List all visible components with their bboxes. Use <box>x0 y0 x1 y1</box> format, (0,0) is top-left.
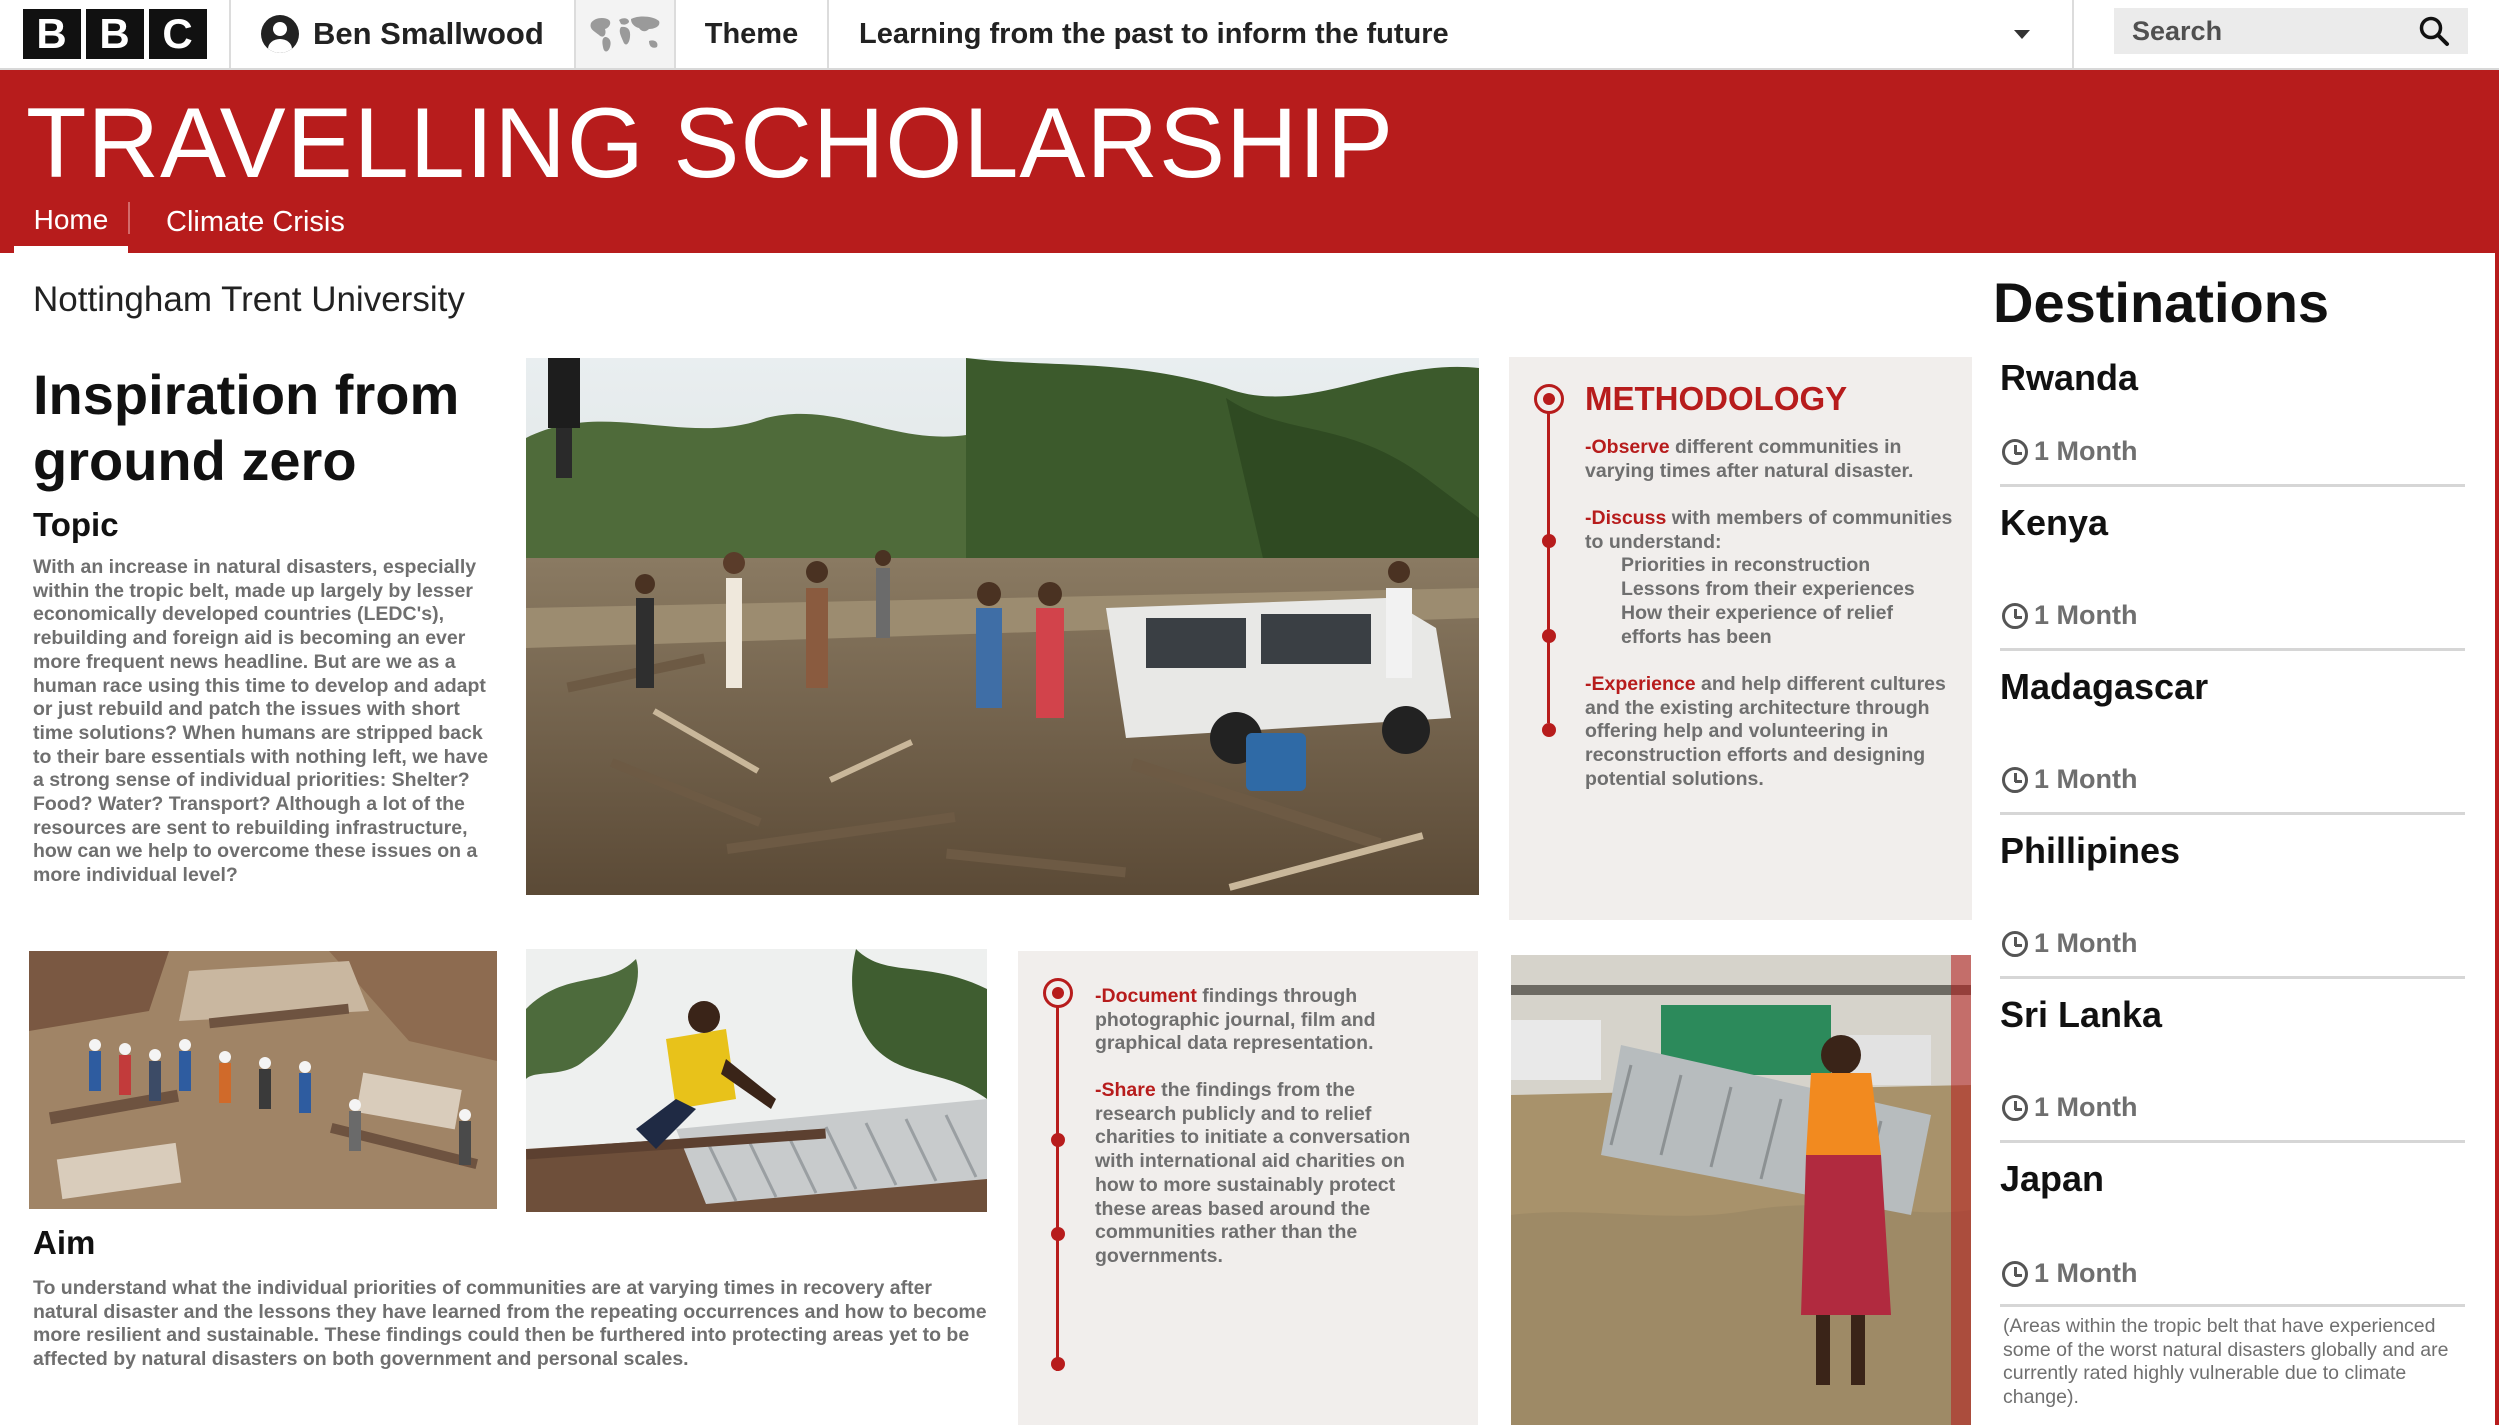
step-subpoint: Lessons from their experiences <box>1621 578 1915 601</box>
topic-heading: Topic <box>33 506 119 543</box>
flood-survivor-photo <box>1511 955 1971 1425</box>
duration-text: 1 Month <box>2034 1258 2138 1288</box>
step-text: and help different cultures and the existing architecture through offering help and volunteering in reconstruction efforts and designing potential solutions. <box>1585 673 1946 790</box>
search-placeholder: Search <box>2132 15 2223 46</box>
destination-divider <box>2000 1304 2465 1307</box>
step-text: the findings from the research publicly and to relief charities to initiate a conversation with international aid charities on how to more sustainably protect these areas based around the communities rather than the governments. <box>1095 1079 1411 1267</box>
bbc-logo-letter: B <box>86 9 144 59</box>
step-text: different communities in varying times after natural disaster. <box>1585 436 1914 482</box>
search-input[interactable] <box>2114 8 2468 54</box>
search-icon[interactable] <box>2418 15 2450 47</box>
timeline-dot <box>1542 534 1556 548</box>
timeline-line <box>1547 593 1550 723</box>
methodology-panel <box>1509 357 1972 920</box>
world-map-icon <box>585 11 665 57</box>
theme-menu[interactable] <box>676 0 829 68</box>
roof-repair-photo <box>526 949 987 1212</box>
site-title: TRAVELLING SCHOLARSHIP <box>26 87 1395 198</box>
destination-name[interactable]: Phillipines <box>2000 830 2181 871</box>
timeline-start-marker <box>1534 384 1564 414</box>
duration-text: 1 Month <box>2034 928 2138 958</box>
destination-name[interactable]: Madagascar <box>2000 666 2209 707</box>
destination-divider <box>2000 976 2465 979</box>
right-edge-accent <box>2495 70 2499 1425</box>
nav-divider <box>128 202 130 234</box>
clock-icon <box>2002 1095 2028 1121</box>
topic-body-text: With an increase in natural disasters, especially within the tropic belt, made up largely by lesser economically developed countries (LEDC's), rebuilding and foreign aid is becoming an ever more frequent news headline. But are we as a human race using this time to develop and adapt or just rebuild and patch the issues with short time solutions? When humans are stripped back to their bare essentials with nothing left, we have a strong sense of individual priorities: Shelter? Food? Water? Transport? Although a lot of the resources are sent to rebuilding infrastructure, how can we help to overcome these issues on a more individual level? <box>33 556 489 887</box>
destination-duration <box>2002 1092 2137 1123</box>
destination-divider <box>2000 648 2465 651</box>
university-name: Nottingham Trent University <box>33 280 465 319</box>
methodology-step-share <box>1095 1079 1435 1269</box>
timeline-dot <box>1542 723 1556 737</box>
bbc-logo-letter: C <box>149 9 207 59</box>
user-icon <box>261 15 299 53</box>
step-keyword: -Share <box>1095 1079 1156 1101</box>
methodology-panel-continued <box>1018 951 1478 1425</box>
step-keyword: -Observe <box>1585 436 1670 458</box>
destination-duration <box>2002 436 2137 467</box>
duration-text: 1 Month <box>2034 436 2138 466</box>
step-subpoint: How their experience of relief efforts has been <box>1621 601 1894 648</box>
destination-duration <box>2002 928 2137 959</box>
rubble-rescue-photo <box>29 951 497 1209</box>
timeline-dot <box>1051 1133 1065 1147</box>
methodology-step-observe <box>1585 436 1955 483</box>
bbc-logo-letter: B <box>23 9 81 59</box>
methodology-step-document <box>1095 985 1435 1056</box>
top-navigation-bar <box>0 0 2499 70</box>
step-keyword: -Experience <box>1585 673 1696 695</box>
nav-tab-home[interactable] <box>14 176 128 253</box>
timeline-dot <box>1051 1227 1065 1241</box>
destination-name[interactable]: Japan <box>2000 1158 2105 1199</box>
destination-name[interactable]: Sri Lanka <box>2000 994 2163 1035</box>
destination-name[interactable]: Rwanda <box>2000 357 2139 398</box>
timeline-dot <box>1051 1357 1065 1371</box>
chevron-down-icon <box>2014 30 2030 39</box>
article-title: Inspiration from ground zero <box>33 363 460 492</box>
destination-duration <box>2002 764 2137 795</box>
nav-tab-label: Home <box>33 204 109 235</box>
step-keyword: -Document <box>1095 985 1197 1007</box>
destination-duration <box>2002 1258 2137 1289</box>
page-title-dropdown[interactable] <box>829 0 2074 68</box>
bbc-logo[interactable] <box>0 0 231 68</box>
world-map-button[interactable] <box>576 0 676 68</box>
destination-divider <box>2000 812 2465 815</box>
methodology-title: METHODOLOGY <box>1585 380 1848 417</box>
methodology-step-experience <box>1585 673 1955 792</box>
timeline-start-marker <box>1043 978 1073 1008</box>
step-text: findings through photographic journal, film and graphical data representation. <box>1095 985 1376 1055</box>
nav-tab-climate-crisis[interactable]: Climate Crisis <box>166 206 345 238</box>
destination-duration <box>2002 600 2137 631</box>
page-title: Learning from the past to inform the future <box>859 17 1449 50</box>
timeline-line <box>1547 397 1550 593</box>
clock-icon <box>2002 767 2028 793</box>
step-subpoint: Priorities in reconstruction <box>1621 554 1871 577</box>
theme-label: Theme <box>704 17 799 50</box>
user-name: Ben Smallwood <box>313 16 544 51</box>
site-banner <box>0 70 2499 253</box>
duration-text: 1 Month <box>2034 600 2138 630</box>
destinations-title: Destinations <box>1993 271 2330 334</box>
destinations-footnote: (Areas within the tropic belt that have experienced some of the worst natural disasters globally and are currently rated highly vulnerable due to climate change). <box>2003 1315 2449 1409</box>
aim-body-text: To understand what the individual priorities of communities are at varying times in recovery after natural disaster and the lessons they have learned from the repeating occurrences and how to become more resilient and sustainable. These findings could then be furthered into protecting areas yet to be affected by natural disasters on both government and personal scales. <box>33 1277 987 1371</box>
disaster-aftermath-photo <box>526 358 1479 895</box>
account-link[interactable] <box>231 0 576 68</box>
clock-icon <box>2002 439 2028 465</box>
duration-text: 1 Month <box>2034 1092 2138 1122</box>
aim-heading: Aim <box>33 1224 96 1261</box>
clock-icon <box>2002 603 2028 629</box>
clock-icon <box>2002 1261 2028 1287</box>
duration-text: 1 Month <box>2034 764 2138 794</box>
destination-divider <box>2000 484 2465 487</box>
destination-name[interactable]: Kenya <box>2000 502 2109 543</box>
step-text: with members of communities to understand: <box>1585 507 1953 553</box>
methodology-step-discuss <box>1585 507 1955 649</box>
clock-icon <box>2002 931 2028 957</box>
timeline-line <box>1056 991 1059 1371</box>
step-keyword: -Discuss <box>1585 507 1667 529</box>
destination-divider <box>2000 1140 2465 1143</box>
